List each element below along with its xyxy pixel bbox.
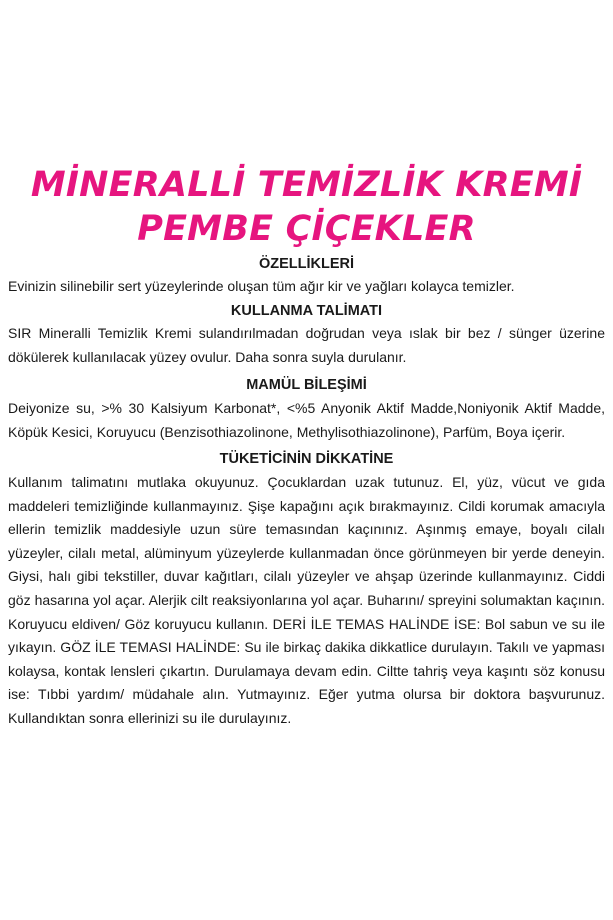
features-heading: ÖZELLİKLERİ — [258, 256, 355, 272]
features-text: Evinizin silinebilir sert yüzeylerinde oluşan tüm ağır kir ve yağları kolayca temizler. — [8, 278, 515, 294]
product-title-line1: MİNERALLİ TEMİZLİK KREMİ — [30, 165, 583, 205]
usage-heading: KULLANMA TALİMATI — [230, 303, 383, 319]
product-title-line2: PEMBE ÇİÇEKLER — [137, 209, 476, 249]
warnings-text: Kullanım talimatını mutlaka okuyunuz. Çocuklardan uzak tutunuz. El, yüz, vücut ve gıda maddeleri temizliğinde kullanmayınız. Şişe kapağını açık bırakmayınız. Cildi korumak amacıyla ellerin temizlik maddesiyle uzun süre temasından kaçınınız. Aşınmış emaye, boyalı cilalı yüzeyler, cilalı metal, alüminyum yüzeylerde kullanmadan önce görünmeyen bir yerde deneyin. Giysi, halı gibi tekstiller, duvar kağıtları, cilalı yüzeyler ve ahşap üzerinde kullanmayınız. Ciddi göz hasarına yol açar. Alerjik cilt reaksiyonlarına yol açar. Buharını/ spreyini solumaktan kaçının. Koruyucu eldiven/ Göz koruyucu kullanın. DERİ İLE TEMAS HALİNDE İSE: Bol sabun ve su ile yıkayın. GÖZ İLE TEMASI HALİNDE: Su ile birkaç dakika dikkatlice durulayın. Takılı ve yapması kolaysa, kontak lensleri çıkartın. Durulamaya devam edin. Ciltte tahriş veya kaşıntı söz konusu ise: Tıbbi yardım/ müdahale alın. Yutmayınız. Eğer yutma olursa bir doktora başvurunuz. Kullandıktan sonra ellerinizi su ile durulayınız. — [8, 474, 605, 726]
composition-text: Deiyonize su, >% 30 Kalsiyum Karbonat*, <%5 Anyonik Aktif Madde,Noniyonik Aktif Madde, Köpük Kesici, Koruyucu (Benzisothiazolinone, Methylisothiazolinone), Parfüm, Boya içerir. — [8, 400, 605, 440]
warnings-heading: TÜKETİCİNİN DİKKATİNE — [219, 451, 394, 467]
usage-text: SIR Mineralli Temizlik Kremi sulandırılmadan doğrudan veya ıslak bir bez / sünger üzerine dökülerek kullanılacak yüzey ovulur. Daha sonra suyla durulanır. — [8, 325, 605, 365]
composition-heading: MAMÜL BİLEŞİMİ — [246, 377, 367, 393]
